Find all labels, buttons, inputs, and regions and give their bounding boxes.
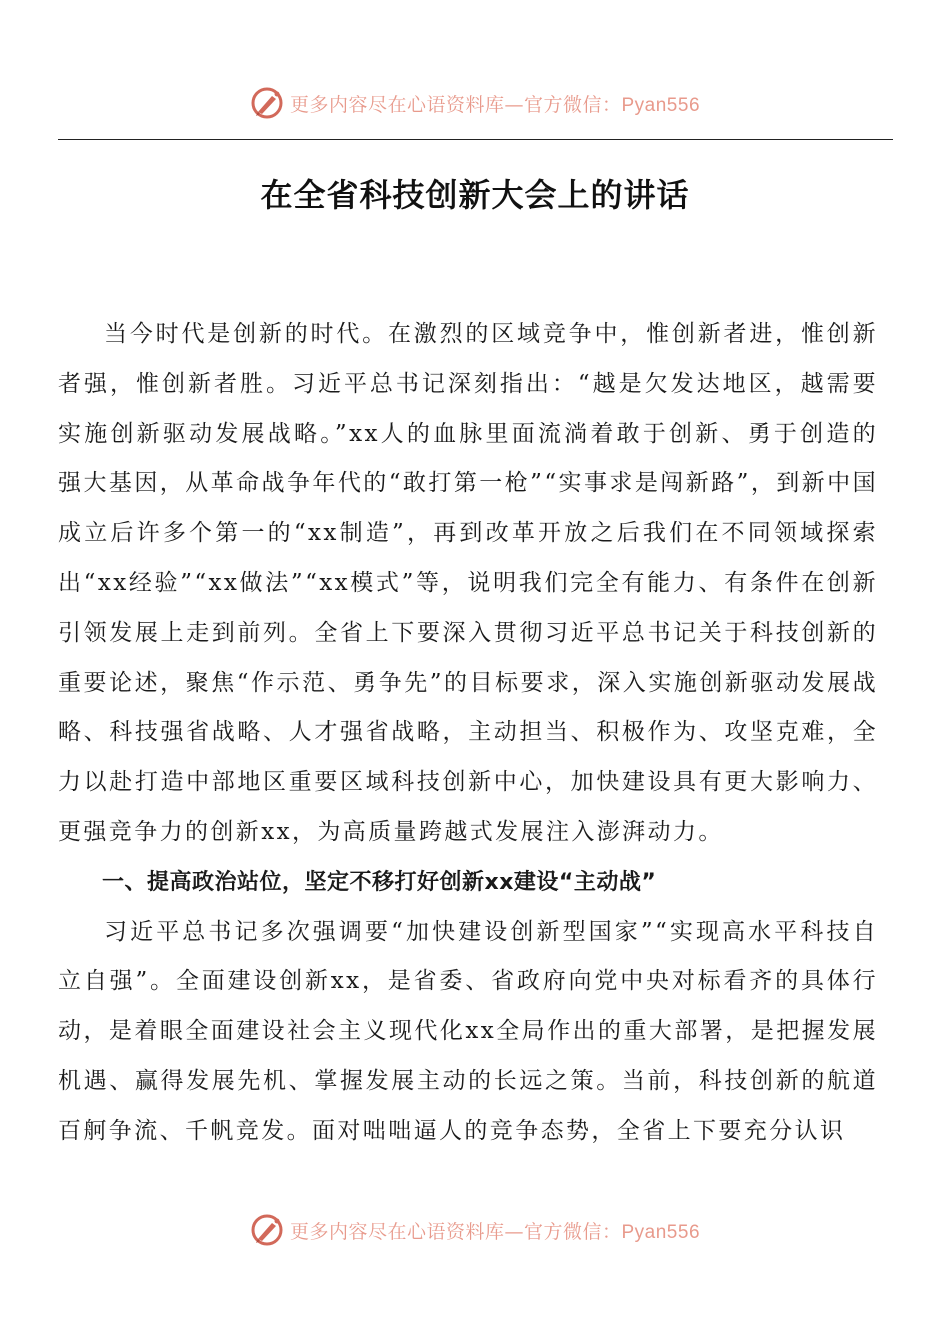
watermark-text: 更多内容尽在心语资料库—官方微信：Pyan556	[289, 1220, 701, 1243]
document-title: 在全省科技创新大会上的讲话	[260, 176, 690, 214]
pen-logo-icon	[250, 86, 284, 120]
pen-logo-icon	[250, 1213, 284, 1247]
header-divider	[58, 139, 893, 140]
watermark-text: 更多内容尽在心语资料库—官方微信：Pyan556	[289, 93, 701, 116]
body-paragraph: 当今时代是创新的时代。在激烈的区域竞争中，惟创新者进，惟创新者强，惟创新者胜。习近平总书记深刻指出：“越是欠发达地区，越需要实施创新驱动发展战略。”xx人的血脉里面流淌着敢于创新、勇于创造的强大基因，从革命战争年代的“敢打第一枪”“实事求是闯新路”，到新中国成立后许多个第一的“xx制造”，再到改革开放之后我们在不同领域探索出“xx经验”“xx做法”“xx模式”等，说明我们完全有能力、有条件在创新引领发展上走到前列。全省上下要深入贯彻习近平总书记关于科技创新的重要论述，聚焦“作示范、勇争先”的目标要求，深入实施创新驱动发展战略、科技强省战略、人才强省战略，主动担当、积极作为、攻坚克难，全力以赴打造中部地区重要区域科技创新中心，加快建设具有更大影响力、更强竞争力的创新xx，为高质量跨越式发展注入澎湃动力。	[58, 321, 878, 845]
header-watermark	[0, 83, 950, 123]
body-paragraph: 习近平总书记多次强调要“加快建设创新型国家”“实现高水平科技自立自强”。全面建设创新xx，是省委、省政府向党中央对标看齐的具体行动，是着眼全面建设社会主义现代化xx全局作出的重大部署，是把握发展机遇、赢得发展先机、掌握发展主动的长远之策。当前，科技创新的航道百舸争流、千帆竞发。面对咄咄逼人的竞争态势，全省上下要充分认识	[58, 918, 878, 1144]
document-body	[58, 310, 878, 1157]
footer-watermark	[0, 1210, 950, 1250]
section-heading: 一、提高政治站位，坚定不移打好创新xx建设“主动战”	[102, 869, 657, 895]
